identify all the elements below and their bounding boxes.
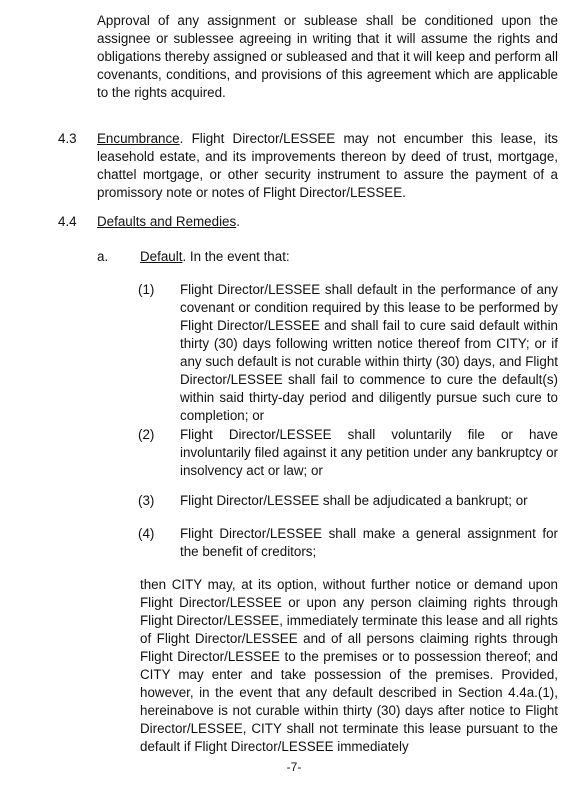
section-4-4-number: 4.4 (58, 214, 77, 229)
item-1-text: Flight Director/LESSEE shall default in the performance of any covenant or condition required by this lease to be performed by Flight Director/LESSEE and shall fail to cure said default within thirty (30) days following written notice thereof from CITY; or if any such default is not curable within thirty (30) days, and Flight Director/LESSEE shall fail to commence to cure the default(s) within said thirty-day period and diligently pursue such cure to completion; or (180, 282, 558, 423)
section-4-3-number: 4.3 (58, 131, 77, 146)
section-4-3-heading: Encumbrance (97, 131, 180, 146)
subsection-a-heading: Default (140, 249, 183, 264)
subsection-a-letter: a. (97, 249, 109, 264)
intro-paragraph: Approval of any assignment or sublease shall be conditioned upon the assignee or sublessee agreeing in writing that it will assume the rights and obligations thereby assigned or subleased and that it will keep and perform all covenants, conditions, and provisions of this agreement which are applicable to the rights acquired. (97, 13, 558, 100)
page-number: -7- (286, 760, 302, 774)
item-2-number: (2) (138, 427, 155, 442)
subsection-a-text: . In the event that: (182, 249, 290, 264)
section-4-4-title (97, 213, 240, 231)
item-3-number: (3) (138, 493, 155, 508)
item-4-number: (4) (138, 526, 155, 541)
subsection-a-title (140, 248, 290, 266)
section-4-4-heading: Defaults and Remedies (97, 214, 237, 229)
item-2-text: Flight Director/LESSEE shall voluntarily file or have involuntarily filed against it any petition under any bankruptcy or insolvency act or law; or (180, 427, 558, 478)
section-4-3-text: . Flight Director/LESSEE may not encumber this lease, its leasehold estate, and its improvements thereon by deed of trust, mortgage, chattel mortgage, or other security instrument to assure the payment of a promissory note or notes of Flight Director/LESSEE. (97, 131, 558, 200)
section-4-4-heading-suffix: . (236, 214, 240, 229)
section-4-3-paragraph (97, 130, 558, 202)
item-1-number: (1) (138, 282, 155, 297)
conclusion-paragraph: then CITY may, at its option, without further notice or demand upon Flight Director/LESSEE or upon any person claiming rights through Flight Director/LESSEE, immediately terminate this lease and all rights of Flight Director/LESSEE and of all persons claiming rights through Flight Director/LESSEE to the premises or to possession thereof; and CITY may enter and take possession of the premises. Provided, however, in the event that any default described in Section 4.4a.(1), hereinabove is not curable within thirty (30) days after notice to Flight Director/LESSEE, CITY shall not terminate this lease pursuant to the default if Flight Director/LESSEE immediately (140, 577, 558, 754)
item-4-text: Flight Director/LESSEE shall make a general assignment for the benefit of creditors; (180, 526, 558, 559)
item-3-text: Flight Director/LESSEE shall be adjudicated a bankrupt; or (180, 493, 528, 508)
